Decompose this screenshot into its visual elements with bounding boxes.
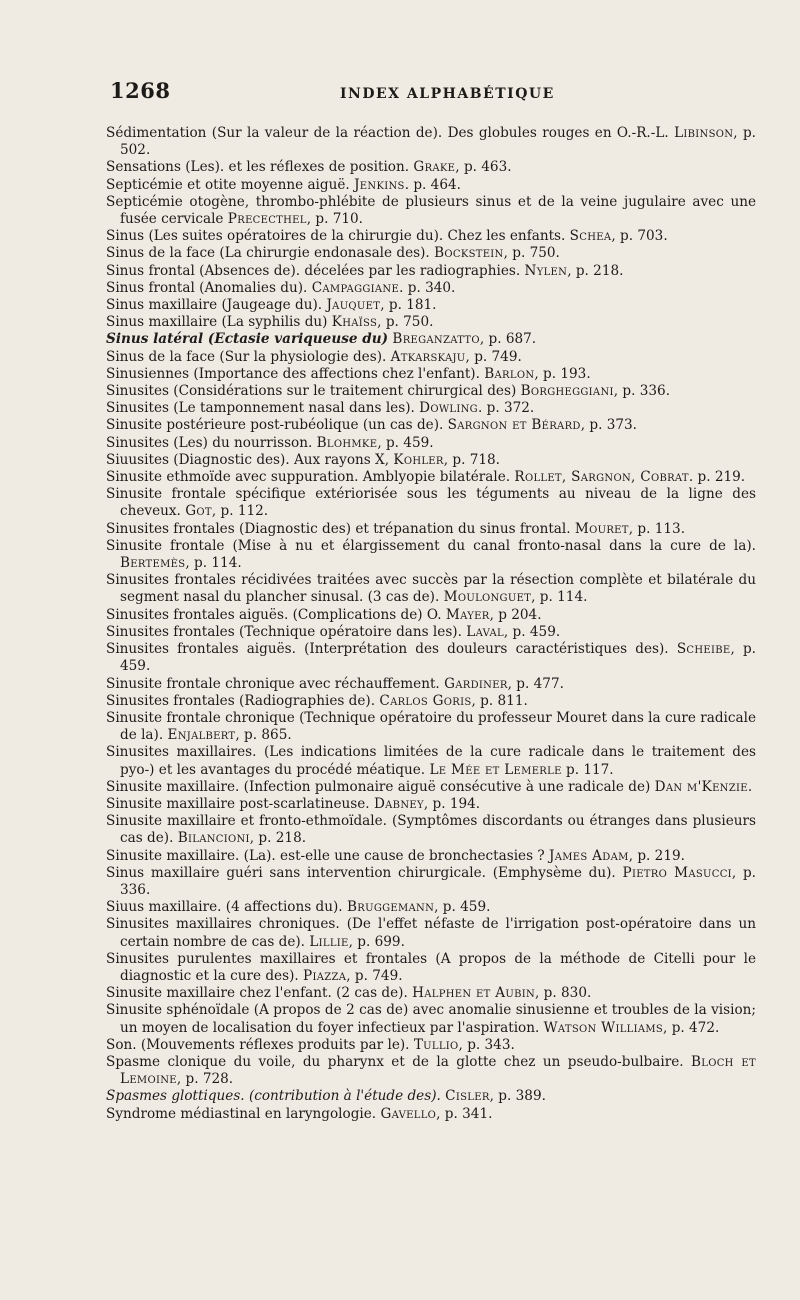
index-entry (106, 744, 756, 778)
entry-author: Prececthel (227, 211, 307, 228)
entry-page-ref: , p. 710. (306, 211, 363, 228)
entry-subject: Spasme clonique du voile, du pharynx et de la glotte chez un pseudo-bulbaire. (106, 1053, 684, 1070)
entry-subject: Sinusite maxillaire. (La). est-elle une cause de bronchectasies ? (106, 847, 545, 864)
entry-page-ref: . p. 219. (688, 469, 746, 486)
entry-page-ref: , p. 459. (120, 641, 757, 675)
entry-subject: Sinus maxillaire (La syphilis du) (106, 314, 328, 331)
entry-author: Gardiner (444, 675, 508, 692)
index-entry (106, 916, 756, 950)
index-entry (106, 710, 756, 744)
entry-page-ref: , p. 219. (628, 847, 685, 864)
running-title: INDEX ALPHABÉTIQUE (340, 86, 555, 102)
entry-subject: Sinusites maxillaires. (Les indications limitées de la cure radicale dans le traitement des pyo-) et les avantages du procédé méatique. (106, 744, 756, 778)
entry-subject: Sinus maxillaire (Jaugeage du). (106, 297, 323, 314)
entry-page-ref: , p. 114. (531, 589, 588, 606)
index-entry (106, 280, 756, 297)
index-entry (106, 779, 756, 796)
entry-author: Jenkins (354, 176, 405, 193)
entry-page-ref: , p. 472. (663, 1019, 720, 1036)
entry-page-ref: , p 204. (489, 606, 542, 623)
entry-author: Tullio (413, 1036, 459, 1053)
entry-author: Moulonguet (443, 589, 532, 606)
entry-page-ref: , p. 114. (185, 555, 242, 572)
entry-subject: Sinusite maxillaire et fronto-ethmoïdale. (Symptômes discordants ou étranges dans plusieurs cas de). (106, 813, 756, 847)
index-entry (106, 194, 756, 228)
entry-page-ref: , p. 193. (534, 365, 591, 382)
index-entry (106, 1002, 756, 1036)
entry-subject: Sinusites frontales (Radiographies de). (106, 692, 376, 709)
entry-author: Kohler (393, 451, 444, 468)
entry-page-ref: , p. 112. (211, 503, 269, 520)
entry-page-ref: , p. 749. (346, 967, 403, 984)
index-entry (106, 899, 756, 916)
entry-page-ref: , p. 459. (377, 434, 434, 451)
entry-subject: Sinusites (Considérations sur le traitement chirurgical des) (106, 383, 517, 400)
entry-author: Carlos Goris (379, 692, 472, 709)
entry-subject: Sinusites frontales aiguës. (Complications de) O. (106, 606, 442, 623)
entry-author: Libinson (674, 125, 734, 141)
entry-subject: Sinusite postérieure post-rubéolique (un cas de). (106, 417, 444, 434)
entry-page-ref: . (747, 778, 753, 795)
index-entry (106, 435, 756, 452)
index-entry (106, 177, 756, 194)
entry-page-ref: , p. 830. (535, 985, 592, 1002)
entry-subject: Sinusite ethmoïde avec suppuration. Amblyopie bilatérale. (106, 469, 511, 486)
entry-page-ref: , p. 750. (503, 245, 560, 262)
entry-subject: Sinus frontal (Anomalies du). (106, 279, 308, 296)
index-entry (106, 813, 756, 847)
entry-author: Mayer (445, 606, 490, 623)
entry-page-ref: . p. 372. (477, 400, 535, 417)
entry-page-ref: , p. 699. (348, 933, 405, 950)
entry-author: Grake (413, 159, 456, 176)
index-entry (106, 1054, 756, 1088)
entry-subject: Sinusite maxillaire chez l'enfant. (2 cas de). (106, 985, 408, 1002)
entry-subject: Sinus frontal (Absences de). décelées par les radiographies. (106, 262, 521, 279)
entry-page-ref: , p. 728. (176, 1071, 234, 1088)
entry-page-ref: , p. 718. (443, 451, 501, 468)
entry-subject: Siuus maxillaire. (4 affections du). (106, 899, 343, 916)
index-entry (106, 314, 756, 331)
index-entry (106, 349, 756, 366)
index-entry (106, 383, 756, 400)
entry-author: Bloch et Lemoine (120, 1053, 756, 1088)
entry-subject: Sinus de la face (La chirurgie endonasale des). (106, 245, 430, 262)
entry-author: Nylen (524, 262, 568, 279)
index-entry (106, 1106, 756, 1123)
entry-page-ref: . p. 464. (404, 176, 461, 193)
entry-page-ref: , p. 865. (235, 727, 292, 744)
entry-subject: Sinusite sphénoïdale (A propos de 2 cas de) avec anomalie sinusienne et troubles de la vision; un moyen de localisation du foyer infectieux par l'aspiration. (106, 1002, 756, 1036)
entry-page-ref: , p. 703. (611, 228, 668, 245)
entry-subject: Sinus latéral (Ectasie variqueuse du) (106, 331, 389, 348)
index-entry (106, 417, 756, 434)
entry-page-ref: , p. 341. (436, 1105, 493, 1122)
entry-author: Scheibe (676, 641, 731, 658)
entry-subject: Sinusites frontales aiguës. (Interprétation des douleurs caractéristiques des). (106, 641, 669, 658)
entry-page-ref: , p. 343. (458, 1036, 515, 1053)
entry-author: Bertemès (120, 555, 186, 572)
index-entry (106, 624, 756, 641)
entry-author: Dowling (419, 400, 478, 417)
entry-subject: Sinusite frontale spécifique extériorisée sous les téguments au niveau de la ligne des cheveux. (106, 486, 756, 520)
entry-page-ref: , p. 218. (249, 830, 307, 847)
entry-subject: Sinusites purulentes maxillaires et frontales (A propos de la méthode de Citelli pour le diagnostic et la cure des). (106, 950, 756, 984)
entry-author: Le Mée et Lemerle (429, 761, 562, 778)
entry-subject: Sinusite frontale chronique (Technique opératoire du professeur Mouret dans la cure radicale de la). (106, 709, 756, 744)
entry-page-ref: , p. 463. (455, 159, 512, 176)
entry-author: Sargnon et Bérard (447, 417, 581, 434)
entry-subject: Spasmes glottiques. (contribution à l'étude des). (106, 1088, 441, 1105)
entry-author: Piazza (303, 967, 347, 984)
entry-author: Bruggemann (346, 899, 435, 916)
index-entry (106, 469, 756, 486)
index-entry (106, 538, 756, 572)
index-entry (106, 331, 756, 348)
entry-subject: Sédimentation (Sur la valeur de la réaction de). Des globules rouges en O.-R.-L. (106, 125, 669, 141)
entry-page-ref: , p. 389. (489, 1088, 546, 1105)
index-entries (106, 125, 756, 1123)
entry-subject: Sinusiennes (Importance des affections chez l'enfant). (106, 365, 480, 382)
entry-author: Bilancioni (177, 830, 250, 847)
entry-subject: Siuusites (Diagnostic des). Aux rayons X, (106, 451, 390, 468)
entry-subject: Syndrome médiastinal en laryngologie. (106, 1105, 377, 1122)
entry-subject: Sinusite frontale (Mise à nu et élargissement du canal fronto-nasal dans la cure de la). (106, 537, 756, 554)
index-entry (106, 796, 756, 813)
entry-subject: Sinus de la face (Sur la physiologie des). (106, 348, 387, 365)
index-entry (106, 865, 756, 899)
entry-subject: Sinus maxillaire guéri sans intervention chirurgicale. (Emphysème du). (106, 864, 616, 881)
entry-page-ref: . p. 340. (399, 279, 456, 296)
entry-subject: Sinusite frontale chronique avec réchauffement. (106, 675, 440, 692)
entry-page-ref: , p. 459. (503, 623, 561, 640)
entry-subject: Sinusites (Les) du nourrisson. (106, 434, 313, 451)
entry-page-ref: , p. 336. (613, 383, 671, 400)
entry-author: Barlon (484, 365, 535, 382)
entry-author: Mouret (574, 520, 629, 537)
index-entry (106, 693, 756, 710)
entry-subject: Sinus (Les suites opératoires de la chirurgie du). Chez les enfants. (106, 228, 566, 245)
entry-subject: Sinusites (Le tamponnement nasal dans les). (106, 400, 415, 417)
entry-author: Cisler (445, 1088, 490, 1105)
entry-page-ref: , p. 811. (471, 692, 528, 709)
index-entry (106, 486, 756, 520)
entry-page-ref: , p. 502. (120, 125, 756, 159)
entry-author: Jauquet (326, 297, 381, 314)
entry-subject: Sinusites frontales (Technique opératoire dans les). (106, 623, 462, 640)
entry-page-ref: , p. 194. (423, 795, 481, 812)
entry-author: Laval (466, 623, 504, 640)
entry-page-ref: , p. 459. (434, 899, 491, 916)
entry-author: Blohmke (316, 434, 378, 451)
entry-author: Pietro Masucci (622, 864, 732, 881)
entry-subject: Son. (Mouvements réflexes produits par le). (106, 1036, 410, 1053)
entry-page-ref: , p. 181. (380, 297, 437, 314)
index-entry (106, 228, 756, 245)
entry-subject: Septicémie et otite moyenne aiguë. (106, 176, 350, 193)
index-entry (106, 1037, 756, 1054)
index-entry (106, 521, 756, 538)
index-entry (106, 985, 756, 1002)
index-entry (106, 572, 756, 606)
entry-author: Rollet, Sargnon, Cobrat (514, 469, 689, 486)
entry-author: Atkarskaju (390, 348, 466, 365)
entry-page-ref: , p. 373. (580, 417, 637, 434)
index-entry (106, 263, 756, 280)
entry-page-ref: , p. 477. (507, 675, 564, 692)
page-number: 1268 (110, 78, 171, 103)
entry-author: Watson Williams (543, 1019, 664, 1036)
entry-subject: Sinusites maxillaires chroniques. (De l'effet néfaste de l'irrigation post-opératoire dans un certain nombre de cas de). (106, 916, 756, 950)
entry-author: Halphen et Aubin (412, 985, 536, 1002)
entry-subject: Sinusite maxillaire. (Infection pulmonaire aiguë consécutive à une radicale de) (106, 778, 651, 795)
entry-page-ref: , p. 750. (377, 314, 434, 331)
entry-subject: Sinusite maxillaire post-scarlatineuse. (106, 795, 370, 812)
entry-author: Khaïss (331, 314, 378, 331)
entry-author: Dan m'Kenzie (654, 778, 748, 795)
index-entry (106, 607, 756, 624)
entry-page-ref: , p. 749. (465, 348, 522, 365)
entry-author: Bockstein (434, 245, 504, 262)
index-entry (106, 125, 756, 159)
entry-page-ref: , p. 218. (567, 262, 624, 279)
index-entry (106, 676, 756, 693)
entry-author: Borgheggiani (520, 383, 614, 400)
entry-author: Breganzatto (392, 331, 480, 348)
index-entry (106, 297, 756, 314)
entry-author: James Adam (549, 847, 629, 864)
index-entry (106, 159, 756, 176)
index-entry (106, 1088, 756, 1105)
entry-page-ref: , p. 336. (120, 864, 756, 898)
index-entry (106, 641, 756, 675)
index-entry (106, 848, 756, 865)
entry-author: Got (185, 503, 212, 520)
index-entry (106, 366, 756, 383)
entry-subject: Sinusites frontales (Diagnostic des) et trépanation du sinus frontal. (106, 520, 571, 537)
index-entry (106, 452, 756, 469)
entry-page-ref: p. 117. (561, 761, 614, 778)
entry-author: Dabney (373, 795, 424, 812)
index-entry (106, 951, 756, 985)
index-entry (106, 245, 756, 262)
entry-author: Schea (569, 228, 612, 245)
entry-page-ref: , p. 687. (479, 331, 537, 348)
entry-author: Lillie (309, 933, 349, 950)
entry-subject: Sinusites frontales récidivées traitées avec succès par la résection complète et bilatérale du segment nasal du plancher sinusal. (3 cas de). (106, 572, 756, 606)
index-entry (106, 400, 756, 417)
entry-subject: Sensations (Les). et les réflexes de position. (106, 159, 410, 176)
entry-subject: Septicémie otogène, thrombo-phlébite de plusieurs sinus et de la veine jugulaire avec une fusée cervicale (106, 193, 756, 228)
entry-page-ref: , p. 113. (628, 520, 686, 537)
entry-author: Enjalbert (167, 727, 236, 744)
entry-author: Campaggiane (311, 279, 400, 296)
entry-author: Gavello (380, 1105, 437, 1122)
